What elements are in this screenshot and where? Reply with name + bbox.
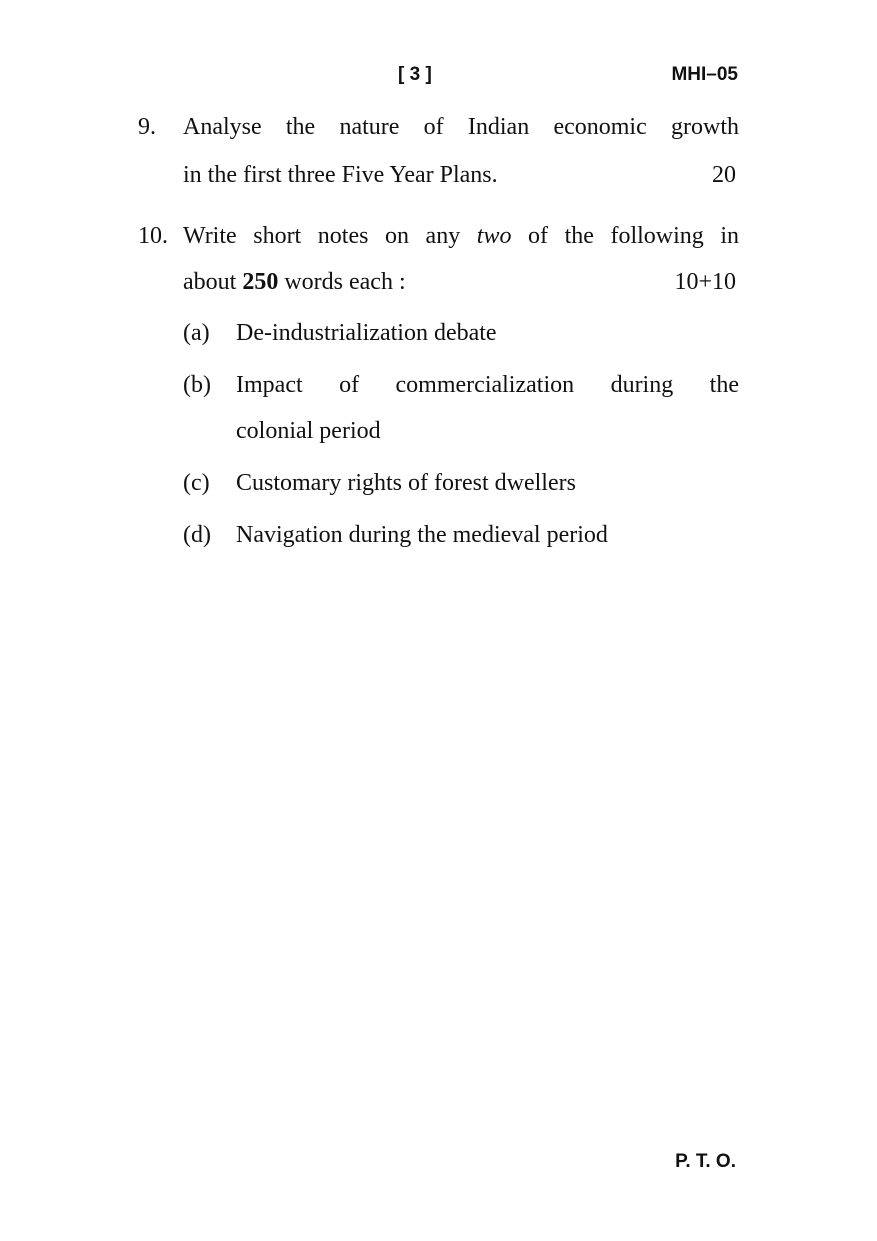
page-number: [ 3 ] xyxy=(398,64,432,85)
emphasis-text: two xyxy=(476,223,512,249)
option-text: Navigation during the medieval period xyxy=(236,522,608,548)
word-count: 250 xyxy=(242,269,279,295)
option-text: colonial period xyxy=(236,418,381,444)
option-text: Customary rights of forest dwellers xyxy=(236,470,576,496)
option-label: (d) xyxy=(183,522,211,548)
option-label: (a) xyxy=(183,320,210,346)
question-text: Write short notes on any xyxy=(183,223,477,249)
question-text: of the following in xyxy=(511,223,740,249)
question-text-line: in the first three Five Year Plans. xyxy=(183,162,498,188)
question-text: words each : xyxy=(278,269,406,295)
question-text: about xyxy=(183,269,243,295)
paper-code: MHI–05 xyxy=(671,64,738,85)
option-text: Impact of commercialization during the xyxy=(236,372,739,398)
question-text-line xyxy=(183,269,739,296)
question-text-line xyxy=(183,223,739,250)
question-number: 10. xyxy=(138,223,168,249)
please-turn-over: P. T. O. xyxy=(675,1151,736,1172)
option-label: (c) xyxy=(183,470,210,496)
option-text: De-industrialization debate xyxy=(236,320,497,346)
option-label: (b) xyxy=(183,372,211,398)
question-marks: 20 xyxy=(712,162,736,188)
question-text-line: Analyse the nature of Indian economic growth xyxy=(183,114,739,140)
question-number: 9. xyxy=(138,114,156,140)
question-marks: 10+10 xyxy=(674,269,736,295)
